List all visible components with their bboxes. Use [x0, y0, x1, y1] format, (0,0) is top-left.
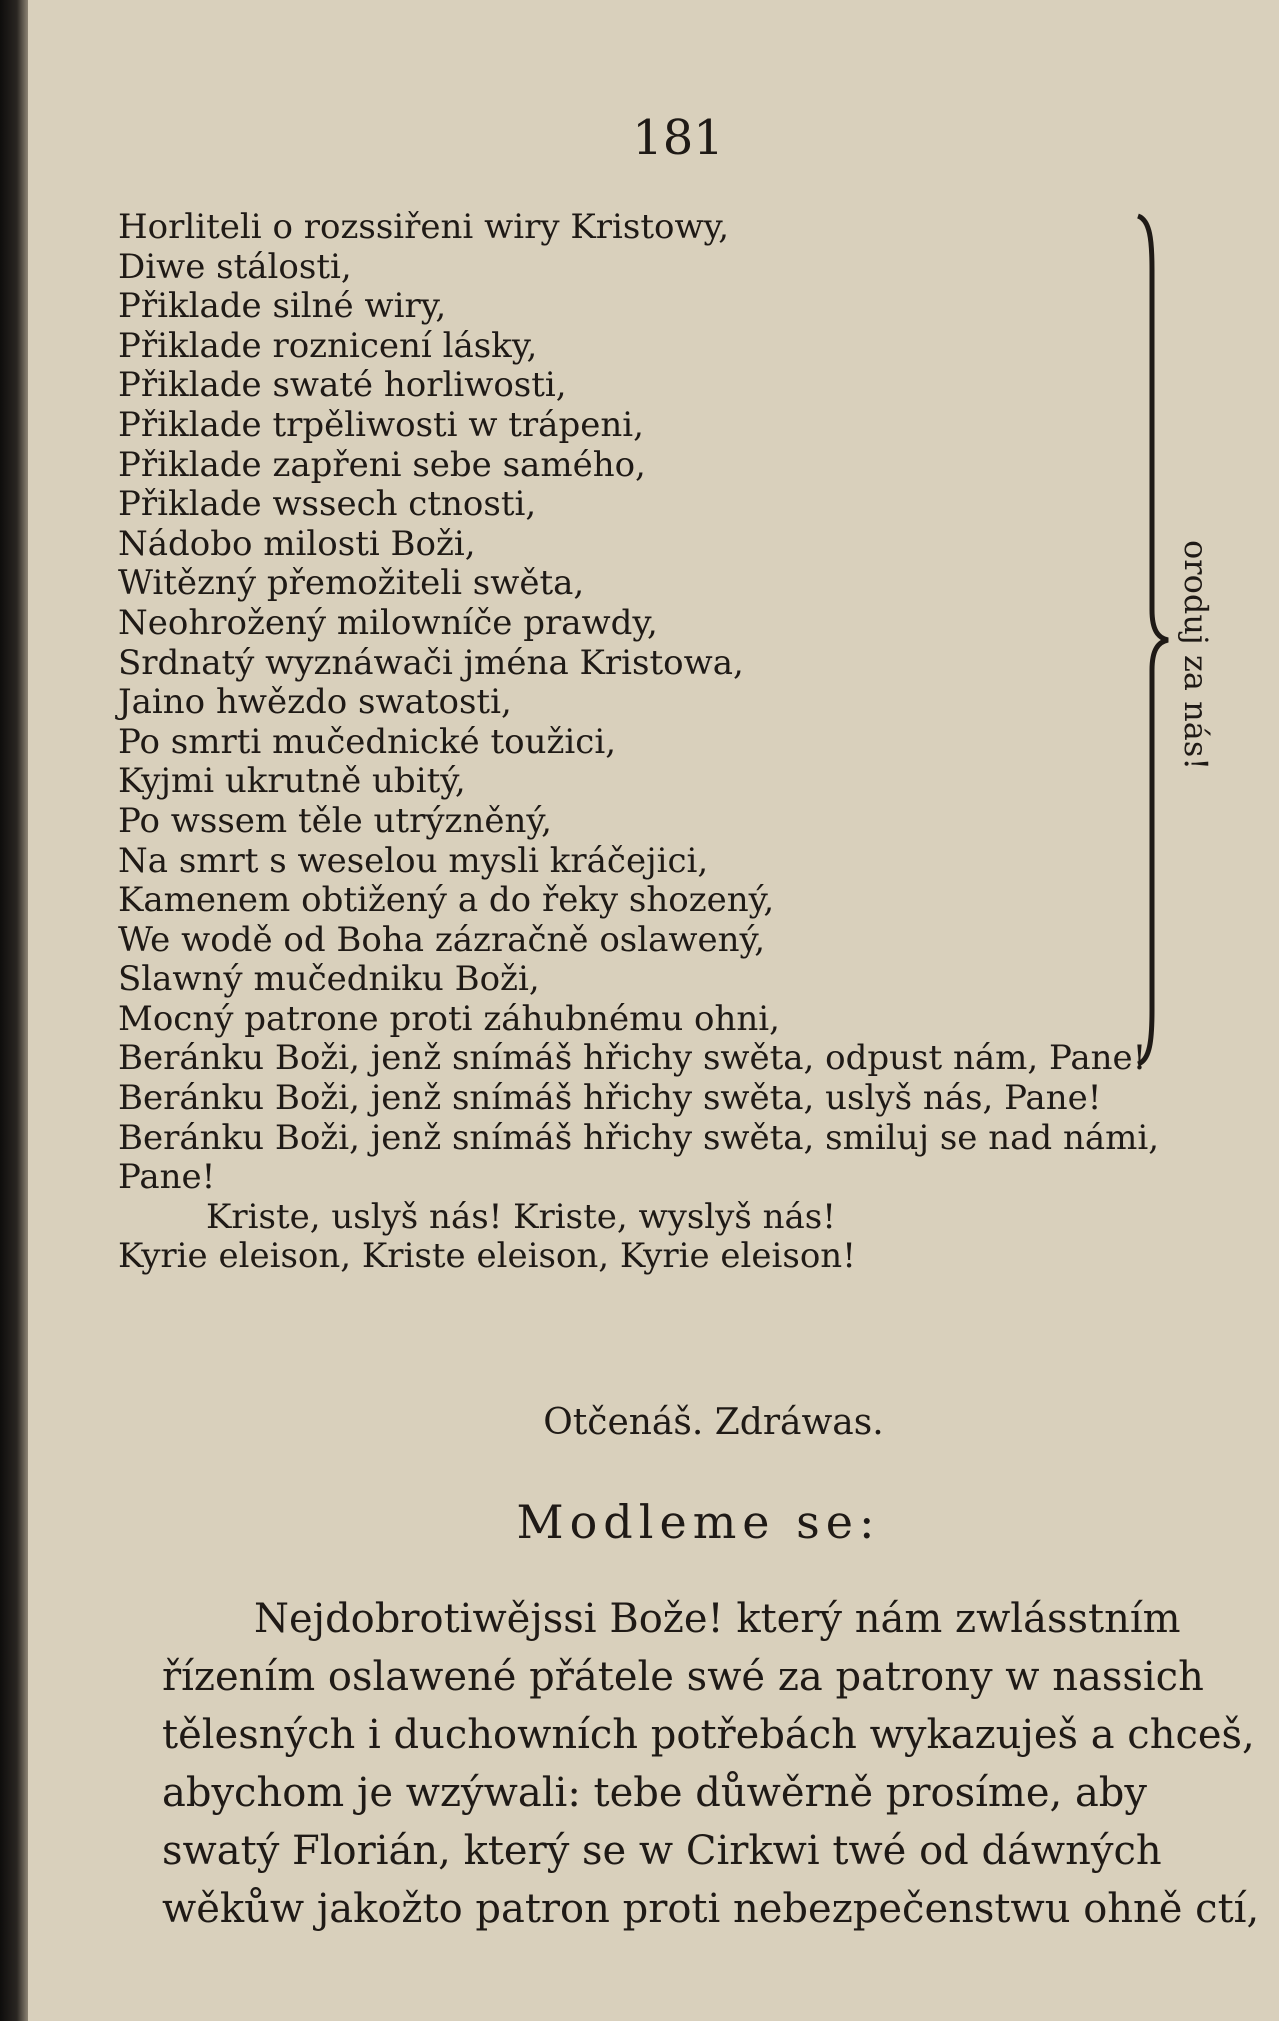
litany-line: Přiklade trpěliwosti w trápeni, — [118, 404, 644, 445]
litany-list — [118, 208, 1218, 1317]
litany-line: Přiklade swaté horliwosti, — [118, 365, 567, 406]
prayer-line: swatý Florián, který se w Cirkwi twé od dáwných — [162, 1828, 1162, 1874]
litany-line: Nádobo milosti Boži, — [118, 523, 476, 564]
litany-line: Kyjmi ukrutně ubitý, — [118, 761, 466, 802]
litany-line: Na smrt s weselou mysli kráčejici, — [118, 840, 709, 881]
litany-line: Po wssem těle utrýzněný, — [118, 800, 552, 841]
litany-line: Neohrožený milowníče prawdy, — [118, 602, 658, 643]
closing-prayers: Otčenáš. Zdráwas. — [543, 1402, 884, 1443]
prayer-line: wěkůw jakožto patron proti nebezpečenstwu ohně ctí, — [162, 1886, 1260, 1932]
litany-line: Kyrie eleison, Kriste eleison, Kyrie eleison! — [118, 1236, 856, 1277]
litany-line: Beránku Boži, jenž snímáš hřichy swěta, smiluj se nad námi, — [118, 1117, 1160, 1158]
litany-line: Kriste, uslyš nás! Kriste, wyslyš nás! — [206, 1196, 836, 1237]
prayer-line: Nejdobrotiwějssi Bože! který nám zwlásstním — [254, 1596, 1181, 1642]
litany-line: Přiklade zapřeni sebe samého, — [118, 444, 646, 485]
book-gutter — [0, 0, 28, 2021]
litany-line: Slawný mučedniku Boži, — [118, 959, 540, 1000]
litany-line — [118, 1277, 1218, 1317]
prayer-line: tělesných i duchowních potřebách wykazuješ a chceš, — [162, 1712, 1255, 1758]
litany-line: Přiklade roznicení lásky, — [118, 325, 538, 366]
litany-line: Mocný patrone proti záhubnému ohni, — [118, 998, 780, 1039]
litany-line: Po smrti mučednické toužici, — [118, 721, 617, 762]
response-text: oroduj za nás! — [1177, 540, 1215, 771]
litany-line: Horliteli o rozssiřeni wiry Kristowy, — [118, 207, 730, 247]
prayer-paragraph — [162, 1590, 1260, 1938]
prayer-line: řízením oslawené přátele swé za patrony w nassich — [162, 1654, 1204, 1700]
litany-line: Witězný přemožiteli swěta, — [118, 563, 585, 604]
litany-line: Přiklade wssech ctnosti, — [118, 484, 537, 525]
book-page — [28, 0, 1279, 2021]
litany-line: Jaino hwězdo swatosti, — [118, 682, 512, 723]
brace-bracket — [1136, 210, 1170, 1070]
litany-line: Beránku Boži, jenž snímáš hřichy swěta, odpust nám, Pane! — [118, 1038, 1147, 1079]
page-number: 181 — [632, 110, 724, 166]
litany-line: Diwe stálosti, — [118, 246, 352, 287]
prayer-line: abychom je wzýwali: tebe důwěrně prosíme, aby — [162, 1770, 1147, 1816]
litany-line: Beránku Boži, jenž snímáš hřichy swěta, uslyš nás, Pane! — [118, 1078, 1102, 1119]
litany-line: We wodě od Boha zázračně oslawený, — [118, 919, 766, 960]
litany-line: Kamenem obtižený a do řeky shozený, — [118, 880, 775, 921]
section-title: Modleme se: — [516, 1495, 881, 1549]
litany-line: Pane! — [118, 1157, 216, 1198]
litany-line: Přiklade silné wiry, — [118, 286, 447, 327]
litany-line: Srdnatý wyznáwači jména Kristowa, — [118, 642, 744, 683]
